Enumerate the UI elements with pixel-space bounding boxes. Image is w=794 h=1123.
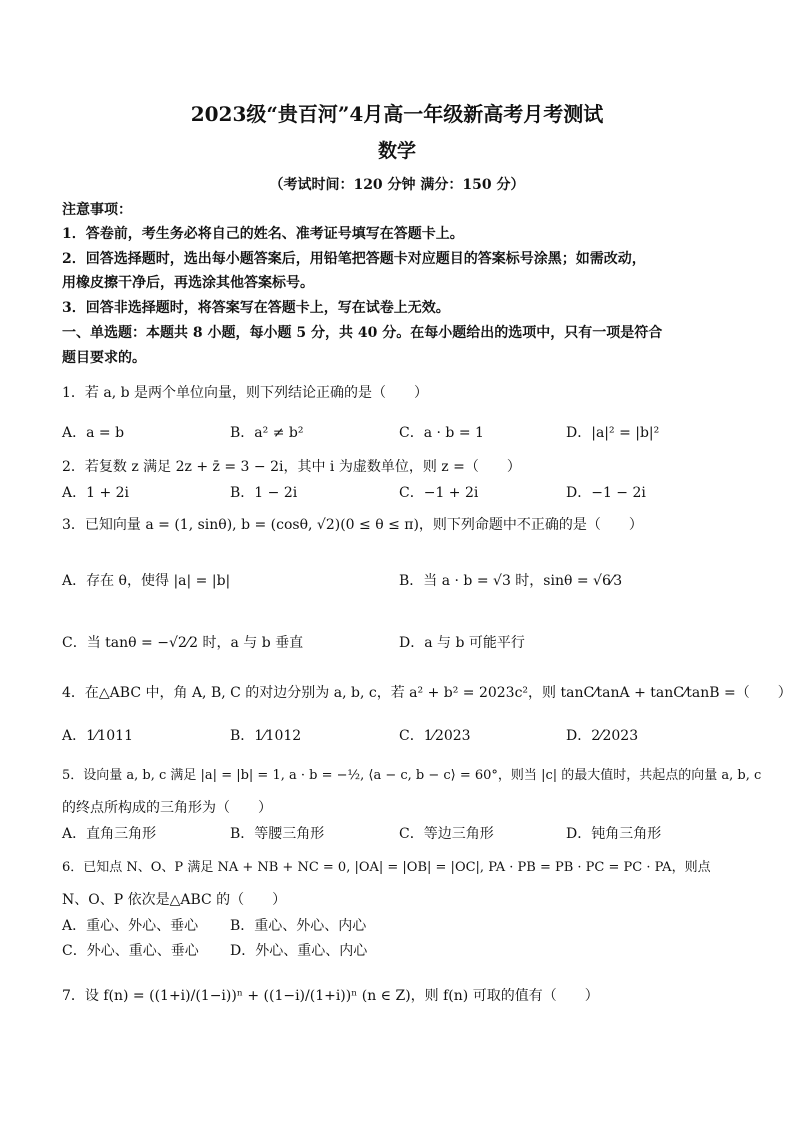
section-heading: 一、单选题：本题共 8 小题，每小题 5 分，共 40 分。在每小题给出的选项中，只有一项是符合: [62, 325, 663, 341]
q2-option-d: D．−1 − 2i: [566, 485, 646, 501]
exam-title: 2023级“贵百河”4月高一年级新高考月考测试: [190, 102, 604, 126]
q6-option-d: D．外心、重心、内心: [230, 943, 368, 959]
q1-option-c: C．a · b = 1: [399, 425, 484, 441]
q5-option-c: C．等边三角形: [399, 826, 494, 842]
time-info: （考试时间：120 分钟 满分：150 分）: [269, 177, 525, 193]
note-item: 1．答卷前，考生务必将自己的姓名、准考证号填写在答题卡上。: [62, 226, 464, 242]
note-item: 用橡皮擦干净后，再选涂其他答案标号。: [62, 275, 314, 291]
note-item: 2．回答选择题时，选出每小题答案后，用铅笔把答题卡对应题目的答案标号涂黑；如需改动，: [62, 251, 646, 267]
q3-option-c: C．当 tanθ = −√2⁄2 时，a 与 b 垂直: [62, 635, 304, 651]
q6-option-a: A．重心、外心、垂心: [62, 918, 199, 934]
q1-option-d: D．|a|² = |b|²: [566, 425, 660, 441]
q2-option-a: A．1 + 2i: [62, 485, 130, 501]
q3-option-a: A．存在 θ，使得 |a| = |b|: [62, 573, 231, 589]
q5-option-b: B．等腰三角形: [230, 826, 325, 842]
q3-option-b: B．当 a · b = √3 时，sinθ = √6⁄3: [399, 573, 623, 589]
q2-option-b: B．1 − 2i: [230, 485, 298, 501]
q4-option-d: D．2⁄2023: [566, 728, 639, 744]
subject-title: 数学: [377, 140, 416, 162]
q4-option-b: B．1⁄1012: [230, 728, 302, 744]
q2-option-c: C．−1 + 2i: [399, 485, 479, 501]
question-7-stem: 7．设 f(n) = ((1+i)/(1−i))ⁿ + ((1−i)/(1+i))ⁿ (n ∈ Z)，则 f(n) 可取的值有（ ）: [62, 988, 599, 1004]
q6-option-c: C．外心、重心、垂心: [62, 943, 199, 959]
question-5-stem-cont: 的终点所构成的三角形为（ ）: [62, 800, 272, 816]
question-6-stem: 6．已知点 N、O、P 满足 NA + NB + NC = 0, |OA| = |OB| = |OC|, PA · PB = PB · PC = PC · PA，则点: [62, 860, 711, 875]
question-2-stem: 2．若复数 z 满足 2z + z̄ = 3 − 2i，其中 i 为虚数单位，则 z =（ ）: [62, 459, 521, 475]
question-5-stem: 5．设向量 a, b, c 满足 |a| = |b| = 1, a · b = −½, ⟨a − c, b − c⟩ = 60°，则当 |c| 的最大值时，共起点的向量 a, b, c: [62, 768, 762, 783]
notes-heading: 注意事项：: [62, 202, 132, 218]
section-heading-cont: 题目要求的。: [62, 350, 146, 366]
question-6-stem-cont: N、O、P 依次是△ABC 的（ ）: [62, 892, 287, 908]
q5-option-a: A．直角三角形: [62, 826, 157, 842]
q4-option-a: A．1⁄1011: [62, 728, 133, 744]
q1-option-b: B．a² ≠ b²: [230, 425, 304, 441]
q1-option-a: A．a = b: [62, 425, 125, 441]
question-1-stem: 1．若 a, b 是两个单位向量，则下列结论正确的是（ ）: [62, 385, 429, 401]
question-4-stem: 4．在△ABC 中，角 A, B, C 的对边分别为 a, b, c，若 a² + b² = 2023c²，则 tanC⁄tanA + tanC⁄tanB =（ ）: [62, 685, 792, 701]
q5-option-d: D．钝角三角形: [566, 826, 662, 842]
q6-option-b: B．重心、外心、内心: [230, 918, 367, 934]
question-3-stem: 3．已知向量 a = (1, sinθ), b = (cosθ, √2)(0 ≤ θ ≤ π)，则下列命题中不正确的是（ ）: [62, 517, 643, 533]
q4-option-c: C．1⁄2023: [399, 728, 471, 744]
note-item: 3．回答非选择题时，将答案写在答题卡上，写在试卷上无效。: [62, 300, 450, 316]
q3-option-d: D．a 与 b 可能平行: [399, 635, 525, 651]
